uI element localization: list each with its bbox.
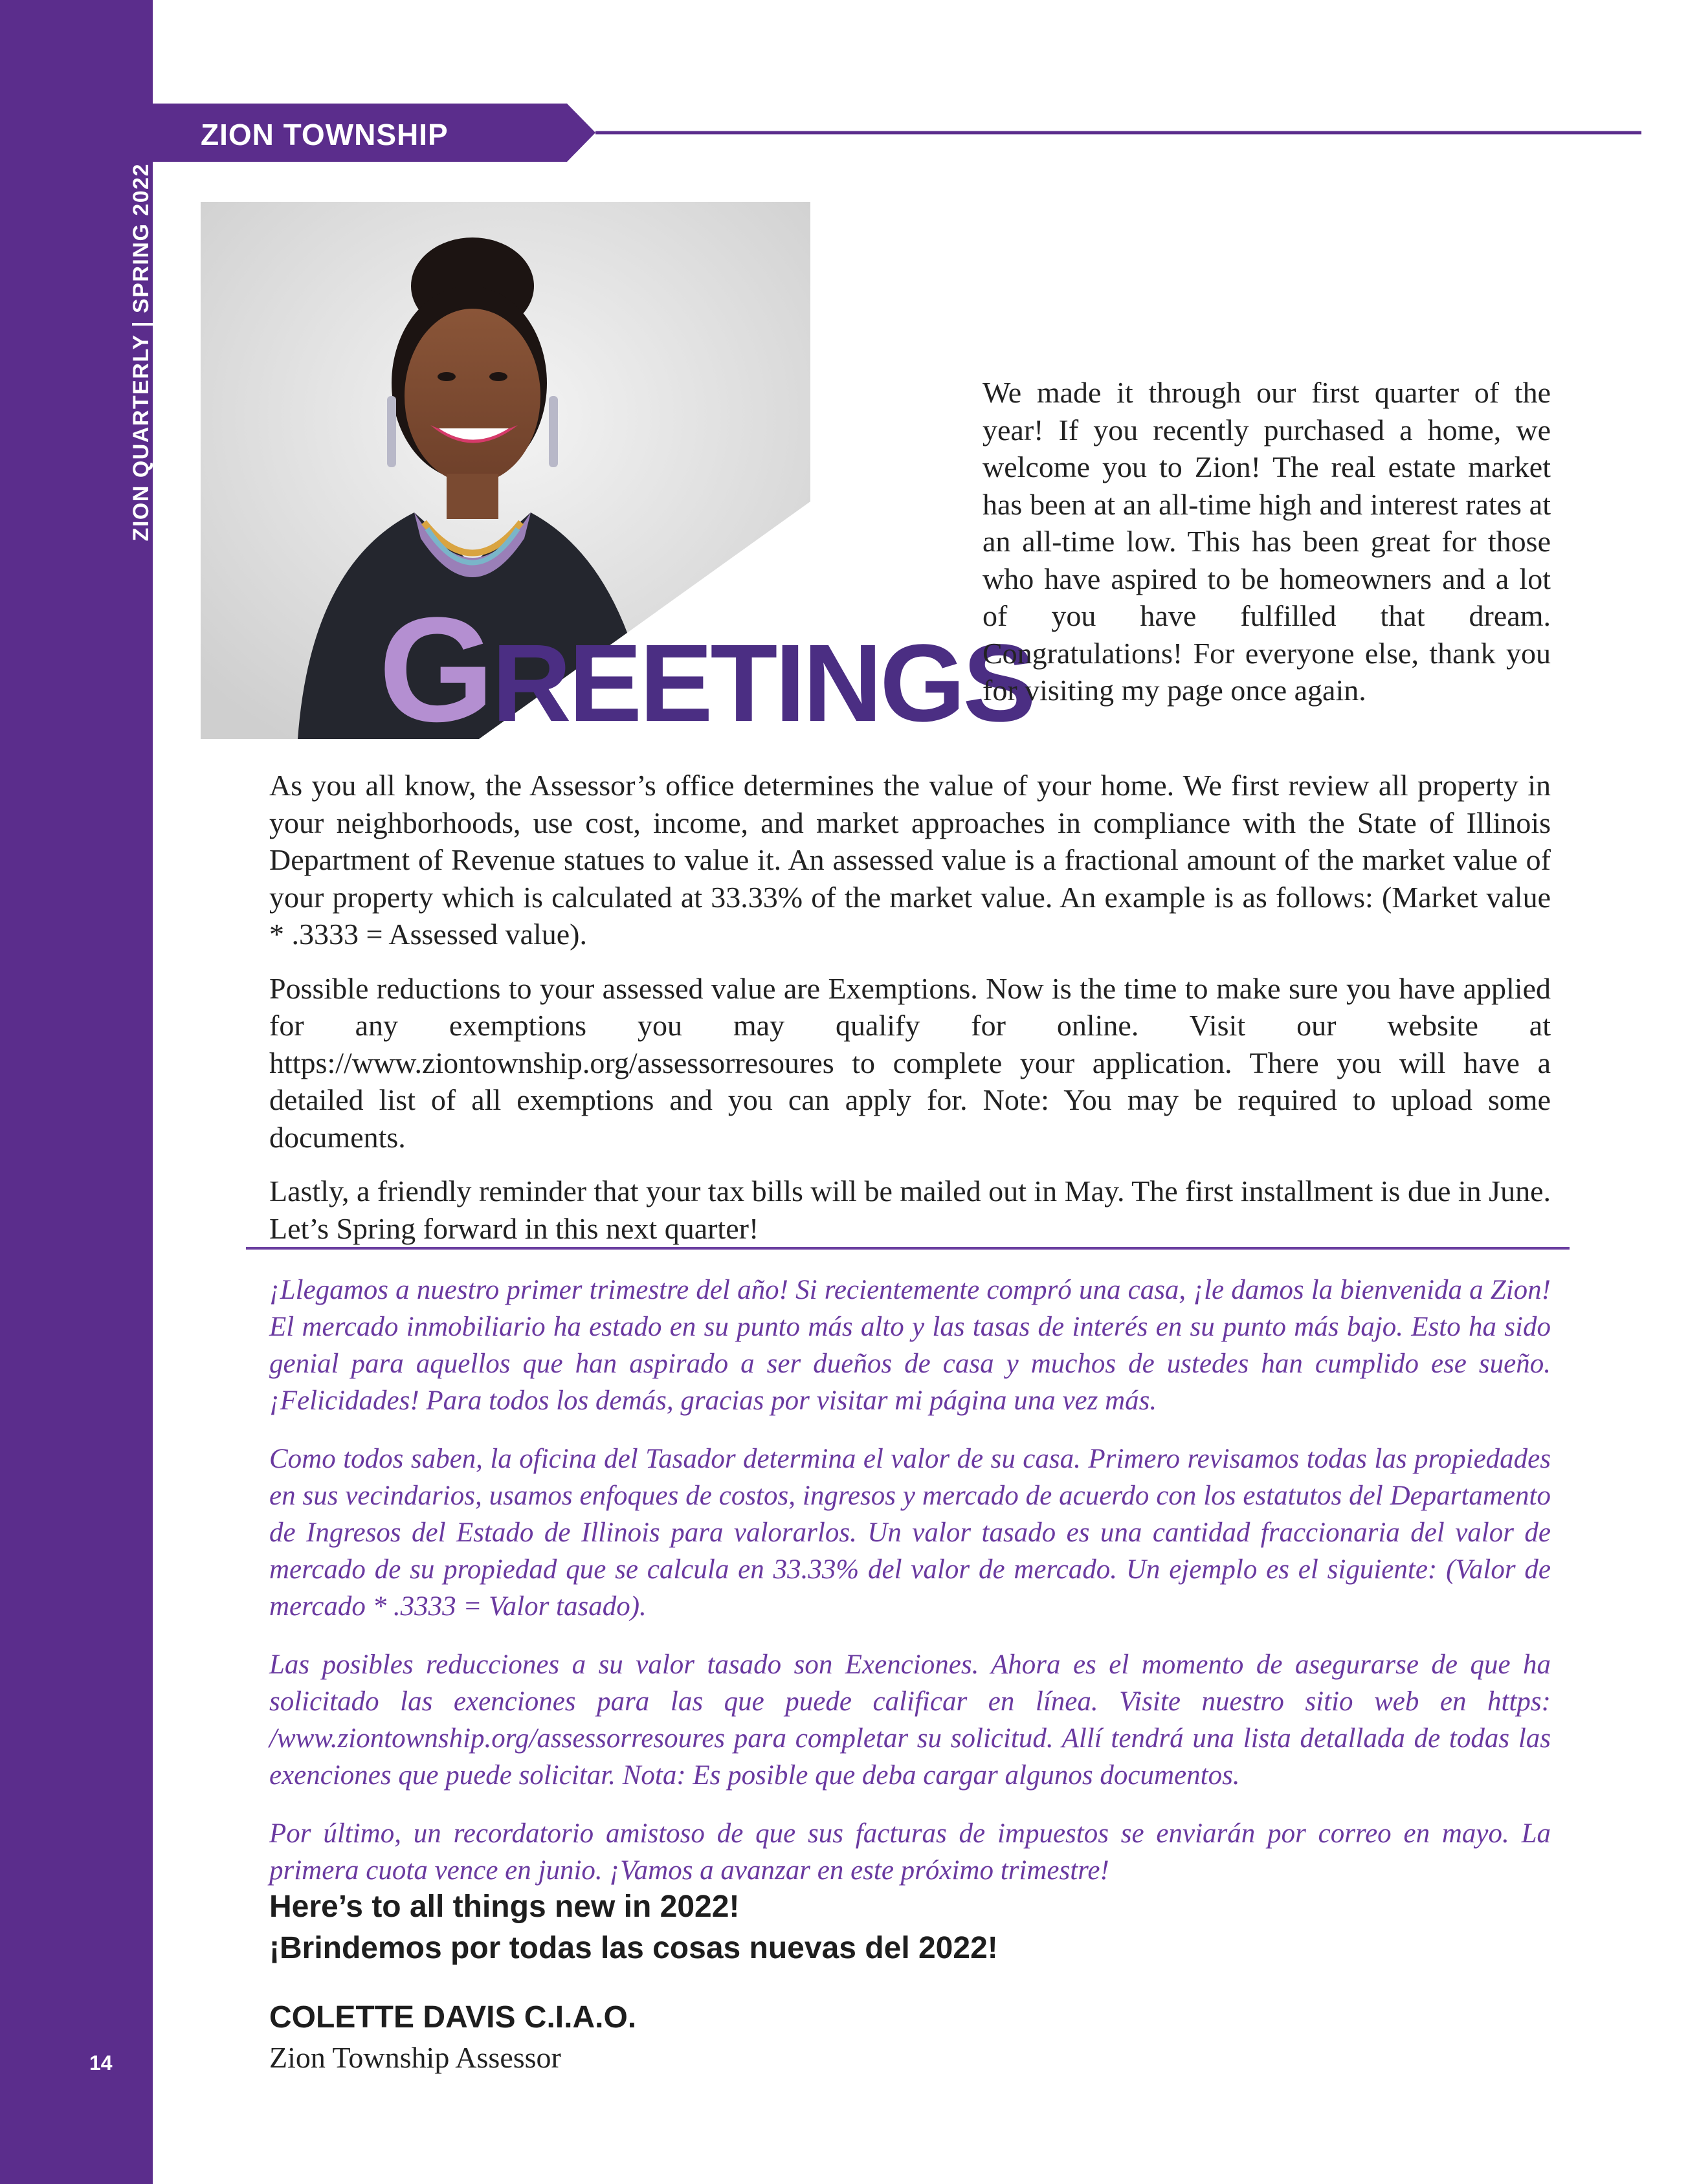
english-paragraph: As you all know, the Assessor’s office determines the value of your home. We first review all property in your neighborhoods, use cost, income, and market approaches in compliance with the State of Illinois Department of Revenue statues to value it. An assessed value is a fractional amount of the market value of your property which is calculated at 33.33% of the market value. An example is as follows: (Market value * .3333 = Assessed value). xyxy=(269,769,1551,951)
spanish-paragraph: ¡Llegamos a nuestro primer trimestre del año! Si recientemente compró una casa, ¡le damos la bienvenida a Zion! El mercado inmobiliario ha estado en su punto más alto y las tasas de interés en su punto más bajo. Esto ha sido genial para aquellos que han aspirado a ser dueños de casa y muchos de ustedes han cumplido ese sueño. ¡Felicidades! Para todos los demás, gracias por visitar mi página una vez más. xyxy=(269,1275,1551,1416)
signature-title: Zion Township Assessor xyxy=(269,2041,561,2074)
issue-label: ZION QUARTERLY | SPRING 2022 xyxy=(129,163,153,542)
closing-toast xyxy=(269,1886,1551,1969)
spanish-paragraph: Las posibles reducciones a su valor tasado son Exenciones. Ahora es el momento de asegurarse de que ha solicitado las exenciones para las que puede calificar en línea. Visite nuestro sitio web en https: /www.ziontownship.org/assessorresoures para completar su solicitud. Allí tendrá una lista detallada de todas las exenciones que puede solicitar. Nota: Es posible que deba cargar algunos documentos. xyxy=(269,1649,1551,1791)
english-paragraph: Lastly, a friendly reminder that your tax bills will be mailed out in May. The first installment is due in June. Let’s Spring forward in this next quarter! xyxy=(269,1175,1551,1245)
toast-english: Here’s to all things new in 2022! xyxy=(269,1890,740,1924)
spanish-body xyxy=(269,1272,1551,1910)
spanish-paragraph: Como todos saben, la oficina del Tasador determina el valor de su casa. Primero revisamos todas las propiedades en sus vecindarios, usamos enfoques de costos, ingresos y mercado de acuerdo con los estatutos del Departamento de Ingresos del Estado de Illinois para valorarlos. Un valor tasado es una cantidad fraccionaria del valor de mercado de su propiedad que se calcula en 33.33% del valor de mercado. Un ejemplo es el siguiente: (Valor de mercado * .3333 = Valor tasado). xyxy=(269,1444,1551,1622)
section-title: ZION TOWNSHIP xyxy=(201,118,449,151)
greetings-rest: REETINGS xyxy=(491,622,1034,745)
intro-paragraph: We made it through our first quarter of the year! If you recently purchased a home, we welcome you to Zion! The real estate market has been at an all-time high and interest rates at an all-time low. This has been great for those who have aspired to be homeowners and a lot of you have fulfilled that dream. Congratulations! For everyone else, thank you for visiting my page once again. xyxy=(983,376,1551,707)
greetings-initial: G xyxy=(379,586,492,753)
spanish-paragraph: Por último, un recordatorio amistoso de que sus facturas de impuestos se enviarán por correo en mayo. La primera cuota vence en junio. ¡Vamos a avanzar en este próximo trimestre! xyxy=(269,1818,1551,1886)
greetings-heading xyxy=(379,586,1034,753)
english-paragraph: Possible reductions to your assessed value are Exemptions. Now is the time to make sure you have applied for any exemptions you may qualify for online. Visit our website at https://www.ziontownship.org/assessorresoures to complete your application. There you will have a detailed list of all exemptions and you can apply for. Note: You may be required to upload some documents. xyxy=(269,971,1551,1154)
toast-spanish: ¡Brindemos por todas las cosas nuevas del 2022! xyxy=(269,1931,998,1965)
english-body xyxy=(269,767,1551,1264)
signature-name: COLETTE DAVIS C.I.A.O. xyxy=(269,2000,637,2035)
section-divider xyxy=(246,1247,1570,1250)
page-number: 14 xyxy=(89,2051,113,2075)
